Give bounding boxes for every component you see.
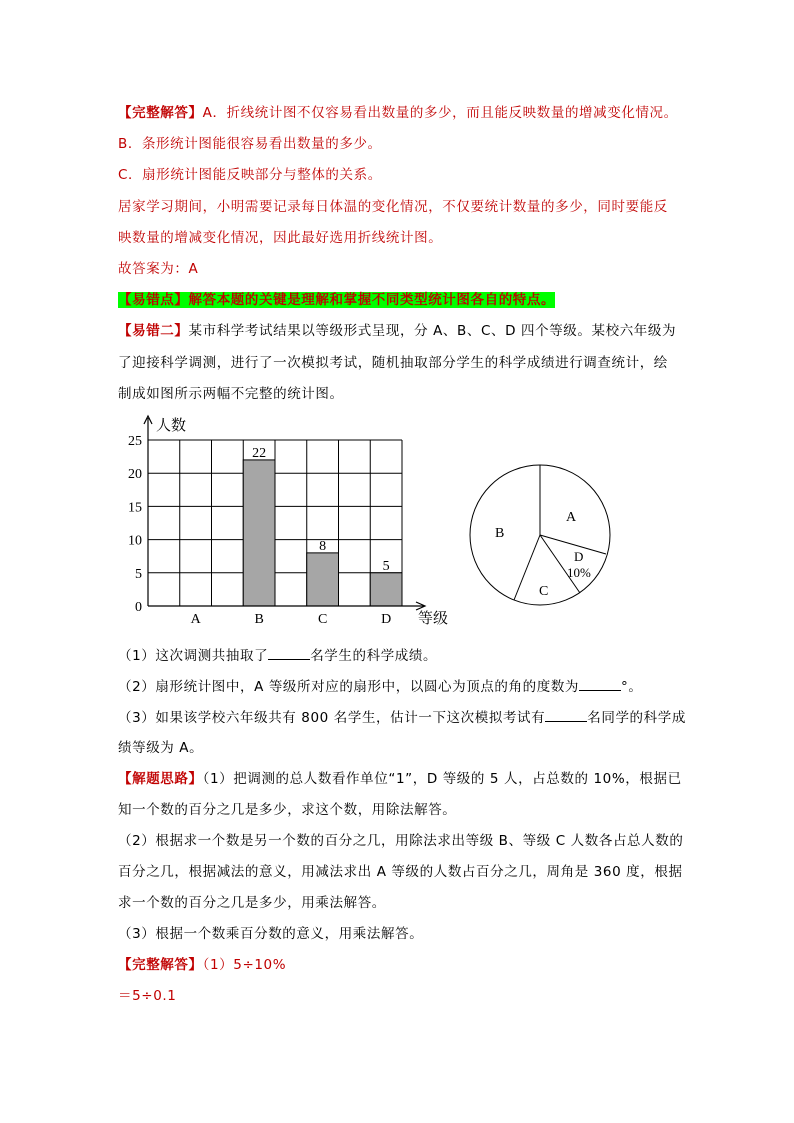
x-tick-label: A xyxy=(190,612,201,627)
solution-label: 【完整解答】 xyxy=(118,105,203,121)
bar-c xyxy=(307,553,339,606)
bar-value-label: 5 xyxy=(382,558,390,574)
thinking-line-3: （2）根据求一个数是另一个数的百分之几，用除法求出等级 B、等级 C 人数各占总人数的 xyxy=(118,833,684,849)
answer-line: 故答案为：A xyxy=(118,261,199,277)
question-3-line-2: 绩等级为 A。 xyxy=(118,740,204,756)
bar-chart xyxy=(100,410,460,635)
question-3 xyxy=(118,707,686,728)
question-1 xyxy=(118,645,437,666)
bar-b xyxy=(243,460,275,606)
pie-label-d: D xyxy=(574,549,584,564)
solution-text: A．折线统计图不仅容易看出数量的多少，而且能反映数量的增减变化情况。 xyxy=(202,105,678,121)
question-2-end: °。 xyxy=(621,679,643,695)
bar-value-label: 22 xyxy=(252,445,267,461)
x-tick-label: C xyxy=(317,612,328,627)
solution-b-text: （1）5÷10% xyxy=(202,957,287,973)
y-tick-label: 15 xyxy=(128,500,142,516)
problem-line-2: 了迎接科学调测，进行了一次模拟考试，随机抽取部分学生的科学成绩进行调查统计，绘 xyxy=(118,355,668,371)
problem-text: 某市科学考试结果以等级形式呈现，分 A、B、C、D 四个等级。某校六年级为 xyxy=(188,323,677,339)
bar-d xyxy=(370,573,402,606)
solution-line-3: C．扇形统计图能反映部分与整体的关系。 xyxy=(118,167,382,183)
x-tick-label: B xyxy=(254,612,264,627)
y-tick-label: 0 xyxy=(135,600,142,615)
solution-b-label: 【完整解答】 xyxy=(118,957,203,973)
thinking-label: 【解题思路】 xyxy=(118,771,203,787)
x-tick-label: D xyxy=(381,612,392,627)
y-tick-label: 10 xyxy=(128,533,142,549)
problem-line-1 xyxy=(118,321,676,341)
y-tick-label: 20 xyxy=(128,467,142,483)
solution-b-line-2: ＝5÷0.1 xyxy=(118,988,177,1004)
thinking-line-6: （3）根据一个数乘百分数的意义，用乘法解答。 xyxy=(118,926,424,942)
y-axis-title: 人数 xyxy=(156,418,187,434)
pie-label-d-percent: 10% xyxy=(567,565,591,580)
bar-value-label: 8 xyxy=(319,538,327,554)
answer-blank-3[interactable] xyxy=(545,707,587,722)
y-tick-label: 25 xyxy=(128,434,142,449)
answer-blank-1[interactable] xyxy=(268,645,310,660)
thinking-line-1 xyxy=(118,769,682,789)
question-1-text: （1）这次调测共抽取了 xyxy=(118,648,269,664)
question-2 xyxy=(118,676,642,697)
question-3-text: （3）如果该学校六年级共有 800 名学生，估计一下这次模拟考试有 xyxy=(118,710,546,726)
error2-label: 【易错二】 xyxy=(118,323,189,339)
solution-line-1 xyxy=(118,103,678,123)
pie-label-c: C xyxy=(539,584,549,599)
question-2-text: （2）扇形统计图中，A 等级所对应的扇形中，以圆心为顶点的角的度数为 xyxy=(118,679,580,695)
pie-label-b: B xyxy=(495,526,505,541)
pitfall-highlight: 【易错点】解答本题的关键是理解和掌握不同类型统计图各自的特点。 xyxy=(118,292,556,308)
thinking-line-2: 知一个数的百分之几是多少，求这个数，用除法解答。 xyxy=(118,802,457,818)
thinking-line-4: 百分之几，根据减法的意义，用减法求出 A 等级的人数占百分之几，周角是 360 度，根据 xyxy=(118,864,683,880)
solution-b-line-1 xyxy=(118,955,286,975)
pie-label-a: A xyxy=(566,510,577,525)
y-tick-label: 5 xyxy=(135,566,142,582)
thinking-text: （1）把调测的总人数看作单位“1”，D 等级的 5 人，占总数的 10%，根据已 xyxy=(202,771,682,787)
thinking-line-5: 求一个数的百分之几是多少，用乘法解答。 xyxy=(118,895,386,911)
bar-chart-bars xyxy=(243,460,402,606)
solution-line-5: 映数量的增减变化情况，因此最好选用折线统计图。 xyxy=(118,230,443,246)
pie-chart xyxy=(460,460,620,610)
x-axis-title: 等级 xyxy=(418,611,449,627)
problem-line-3: 制成如图所示两幅不完整的统计图。 xyxy=(118,386,344,402)
solution-line-4: 居家学习期间，小明需要记录每日体温的变化情况，不仅要统计数量的多少，同时要能反 xyxy=(118,199,668,215)
question-3-end: 名同学的科学成 xyxy=(587,710,686,726)
answer-blank-2[interactable] xyxy=(579,676,621,691)
question-1-end: 名学生的科学成绩。 xyxy=(310,648,438,664)
solution-line-2: B．条形统计图能很容易看出数量的多少。 xyxy=(118,136,382,152)
pitfall-point xyxy=(118,290,555,310)
